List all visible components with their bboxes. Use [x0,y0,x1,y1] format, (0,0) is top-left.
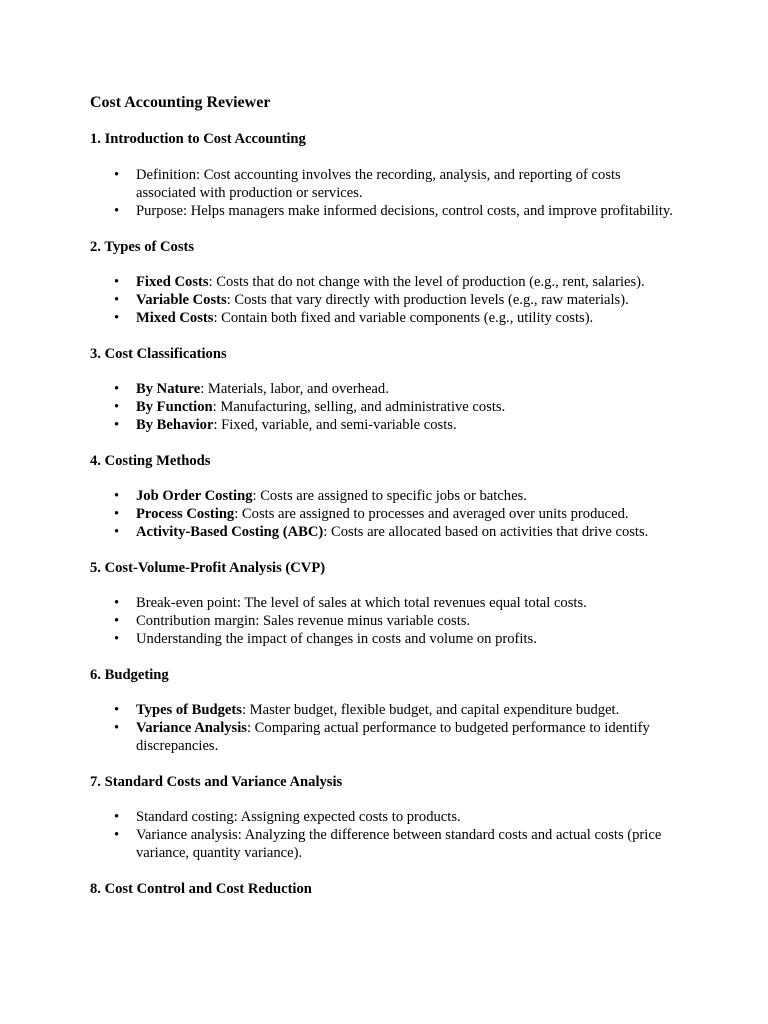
section-heading: 1. Introduction to Cost Accounting [90,131,306,147]
section-heading: 5. Cost-Volume-Profit Analysis (CVP) [90,560,326,576]
term: By Behavior [136,417,214,433]
bullet-list [90,701,678,755]
section-heading: 7. Standard Costs and Variance Analysis [90,774,343,790]
section-heading: 2. Types of Costs [90,239,195,255]
list-item: • Variance analysis: Analyzing the difference between standard costs and actual costs (price variance, quantity variance). [136,826,678,862]
list-item: • Fixed Costs: Costs that do not change with the level of production (e.g., rent, salaries). [136,273,678,291]
section-budgeting [90,666,678,755]
list-item: • By Nature: Materials, labor, and overhead. [136,380,678,398]
list-item: • Job Order Costing: Costs are assigned to specific jobs or batches. [136,487,678,505]
section-heading: 6. Budgeting [90,667,169,683]
term: By Nature [136,381,201,397]
bullet-list [90,273,678,327]
page-title: Cost Accounting Reviewer [90,94,271,111]
term: Process Costing [136,506,235,522]
section-costing-methods [90,452,678,541]
list-item: • By Behavior: Fixed, variable, and semi-variable costs. [136,416,678,434]
bullet-list [90,380,678,434]
section-types-of-costs [90,238,678,327]
term: By Function [136,399,213,415]
section-heading: 8. Cost Control and Cost Reduction [90,881,312,897]
term: Mixed Costs [136,310,214,326]
term: Variance Analysis [136,720,247,736]
list-item: • Process Costing: Costs are assigned to processes and averaged over units produced. [136,505,678,523]
section-heading: 4. Costing Methods [90,453,211,469]
section-cost-classifications [90,345,678,434]
term: Job Order Costing [136,488,253,504]
section-standard-costs [90,773,678,862]
section-introduction [90,130,678,220]
bullet-list [90,594,678,648]
section-cost-control [90,880,678,898]
list-item: • Types of Budgets: Master budget, flexible budget, and capital expenditure budget. [136,701,678,719]
list-item: • Definition: Cost accounting involves the recording, analysis, and reporting of costs associated with production or services. [136,166,678,202]
term: Activity-Based Costing (ABC) [136,524,324,540]
section-cvp-analysis [90,559,678,648]
list-item: • Activity-Based Costing (ABC): Costs are allocated based on activities that drive costs. [136,523,678,541]
list-item: • Mixed Costs: Contain both fixed and variable components (e.g., utility costs). [136,309,678,327]
term: Types of Budgets [136,702,242,718]
term: Fixed Costs [136,274,209,290]
list-item: • Understanding the impact of changes in costs and volume on profits. [136,630,678,648]
bullet-list [90,487,678,541]
list-item: • Purpose: Helps managers make informed decisions, control costs, and improve profitability. [136,202,678,220]
section-heading: 3. Cost Classifications [90,346,227,362]
list-item: • Break-even point: The level of sales at which total revenues equal total costs. [136,594,678,612]
list-item: • Contribution margin: Sales revenue minus variable costs. [136,612,678,630]
bullet-list [90,166,678,220]
list-item: • Variable Costs: Costs that vary directly with production levels (e.g., raw materials). [136,291,678,309]
list-item: • Standard costing: Assigning expected costs to products. [136,808,678,826]
list-item: • By Function: Manufacturing, selling, and administrative costs. [136,398,678,416]
term: Variable Costs [136,292,227,308]
bullet-list [90,808,678,862]
list-item: • Variance Analysis: Comparing actual performance to budgeted performance to identify discrepancies. [136,719,678,755]
